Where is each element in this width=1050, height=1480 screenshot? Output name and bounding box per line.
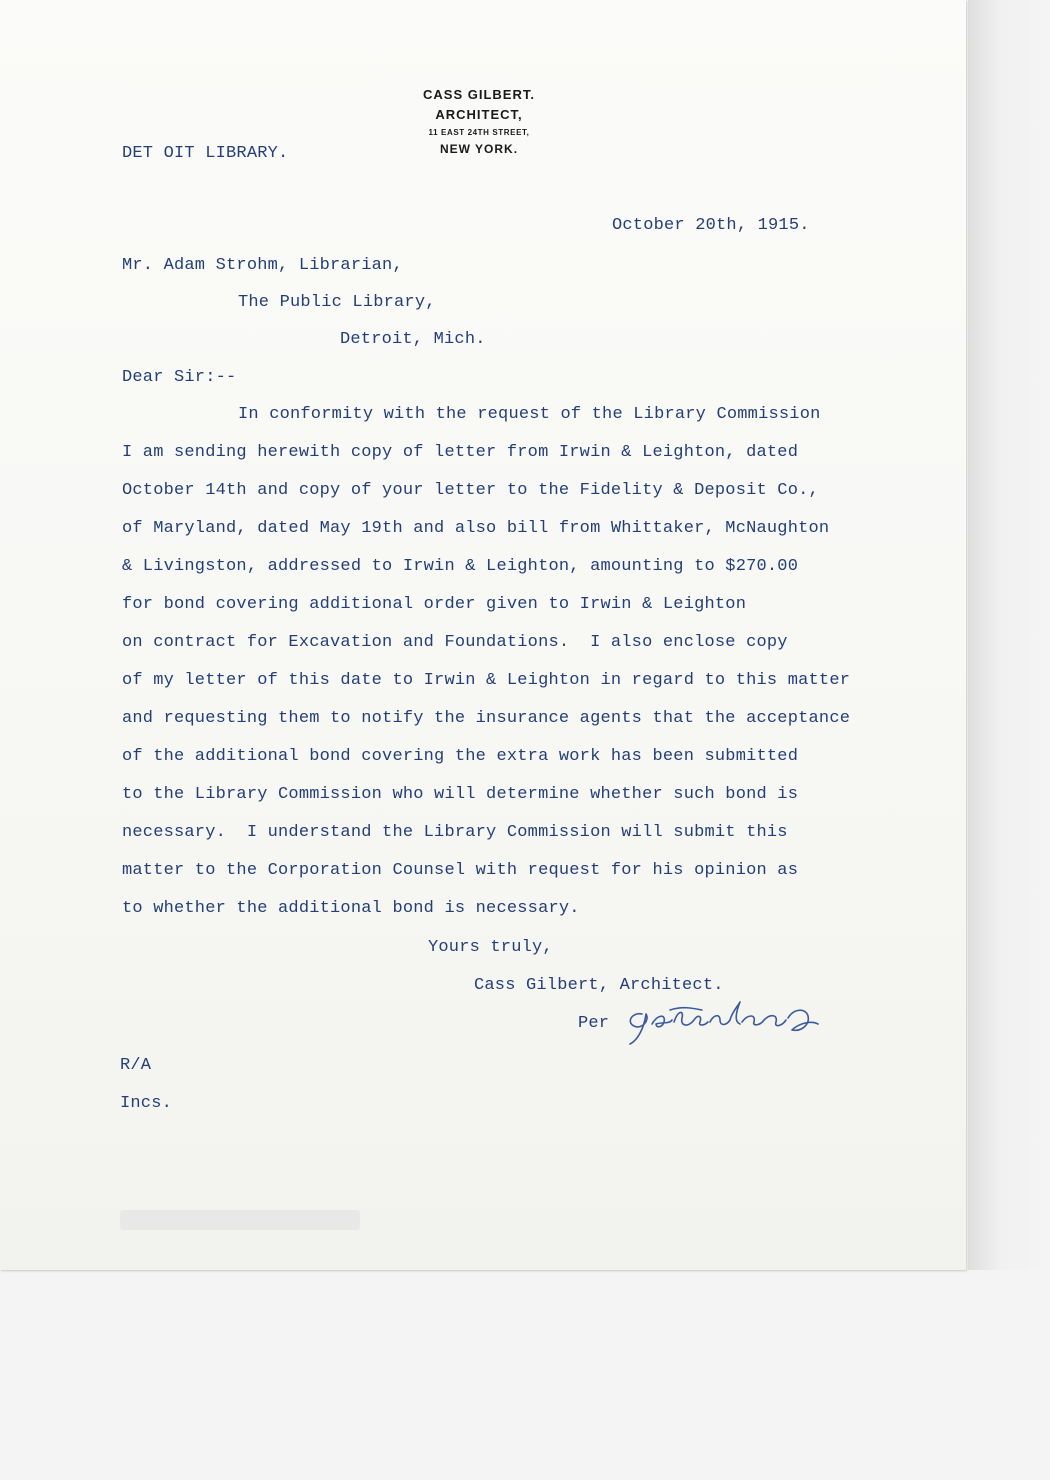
letter-date: October 20th, 1915. (612, 216, 810, 235)
letterhead-name: CASS GILBERT. (423, 87, 535, 102)
letterhead-address: 11 EAST 24TH STREET, (428, 128, 530, 137)
body-line: In conformity with the request of the Library Commission (238, 405, 821, 424)
recipient-line-1: Mr. Adam Strohm, Librarian, (122, 256, 403, 275)
scan-backdrop-bottom (0, 1270, 1050, 1480)
body-line: of Maryland, dated May 19th and also bill from Whittaker, McNaughton (122, 519, 830, 538)
body-line: I am sending herewith copy of letter from Irwin & Leighton, dated (122, 443, 799, 462)
letterhead-city: NEW YORK. (439, 142, 519, 156)
recipient-line-2: The Public Library, (238, 293, 436, 312)
body-line: and requesting them to notify the insurance agents that the acceptance (122, 709, 851, 728)
closing-salutation: Yours truly, (428, 938, 553, 957)
salutation: Dear Sir:-- (122, 368, 237, 387)
body-line: October 14th and copy of your letter to the Fidelity & Deposit Co., (122, 481, 819, 500)
body-line: matter to the Corporation Counsel with request for his opinion as (122, 861, 799, 880)
closing-signatory: Cass Gilbert, Architect. (474, 976, 724, 995)
body-line: necessary. I understand the Library Commission will submit this (122, 823, 788, 842)
body-line: to whether the additional bond is necessary. (122, 899, 580, 918)
letterhead-title: ARCHITECT, (435, 107, 523, 122)
faded-stamp (120, 1210, 360, 1230)
body-line: on contract for Excavation and Foundations. I also enclose copy (122, 633, 788, 652)
scan-backdrop (968, 0, 1050, 1480)
body-line: to the Library Commission who will determine whether such bond is (122, 785, 799, 804)
recipient-line-3: Detroit, Mich. (340, 330, 486, 349)
enclosures-note: Incs. (120, 1094, 173, 1113)
body-line: & Livingston, addressed to Irwin & Leighton, amounting to $270.00 (122, 557, 799, 576)
body-line: for bond covering additional order given to Irwin & Leighton (122, 595, 747, 614)
body-line: of the additional bond covering the extra work has been submitted (122, 747, 799, 766)
closing-per: Per (578, 1014, 610, 1033)
handwritten-signature (622, 994, 854, 1054)
typist-initials: R/A (120, 1056, 152, 1075)
body-line: of my letter of this date to Irwin & Leighton in regard to this matter (122, 671, 851, 690)
file-label: DET OIT LIBRARY. (122, 144, 289, 163)
letterhead (376, 84, 582, 158)
